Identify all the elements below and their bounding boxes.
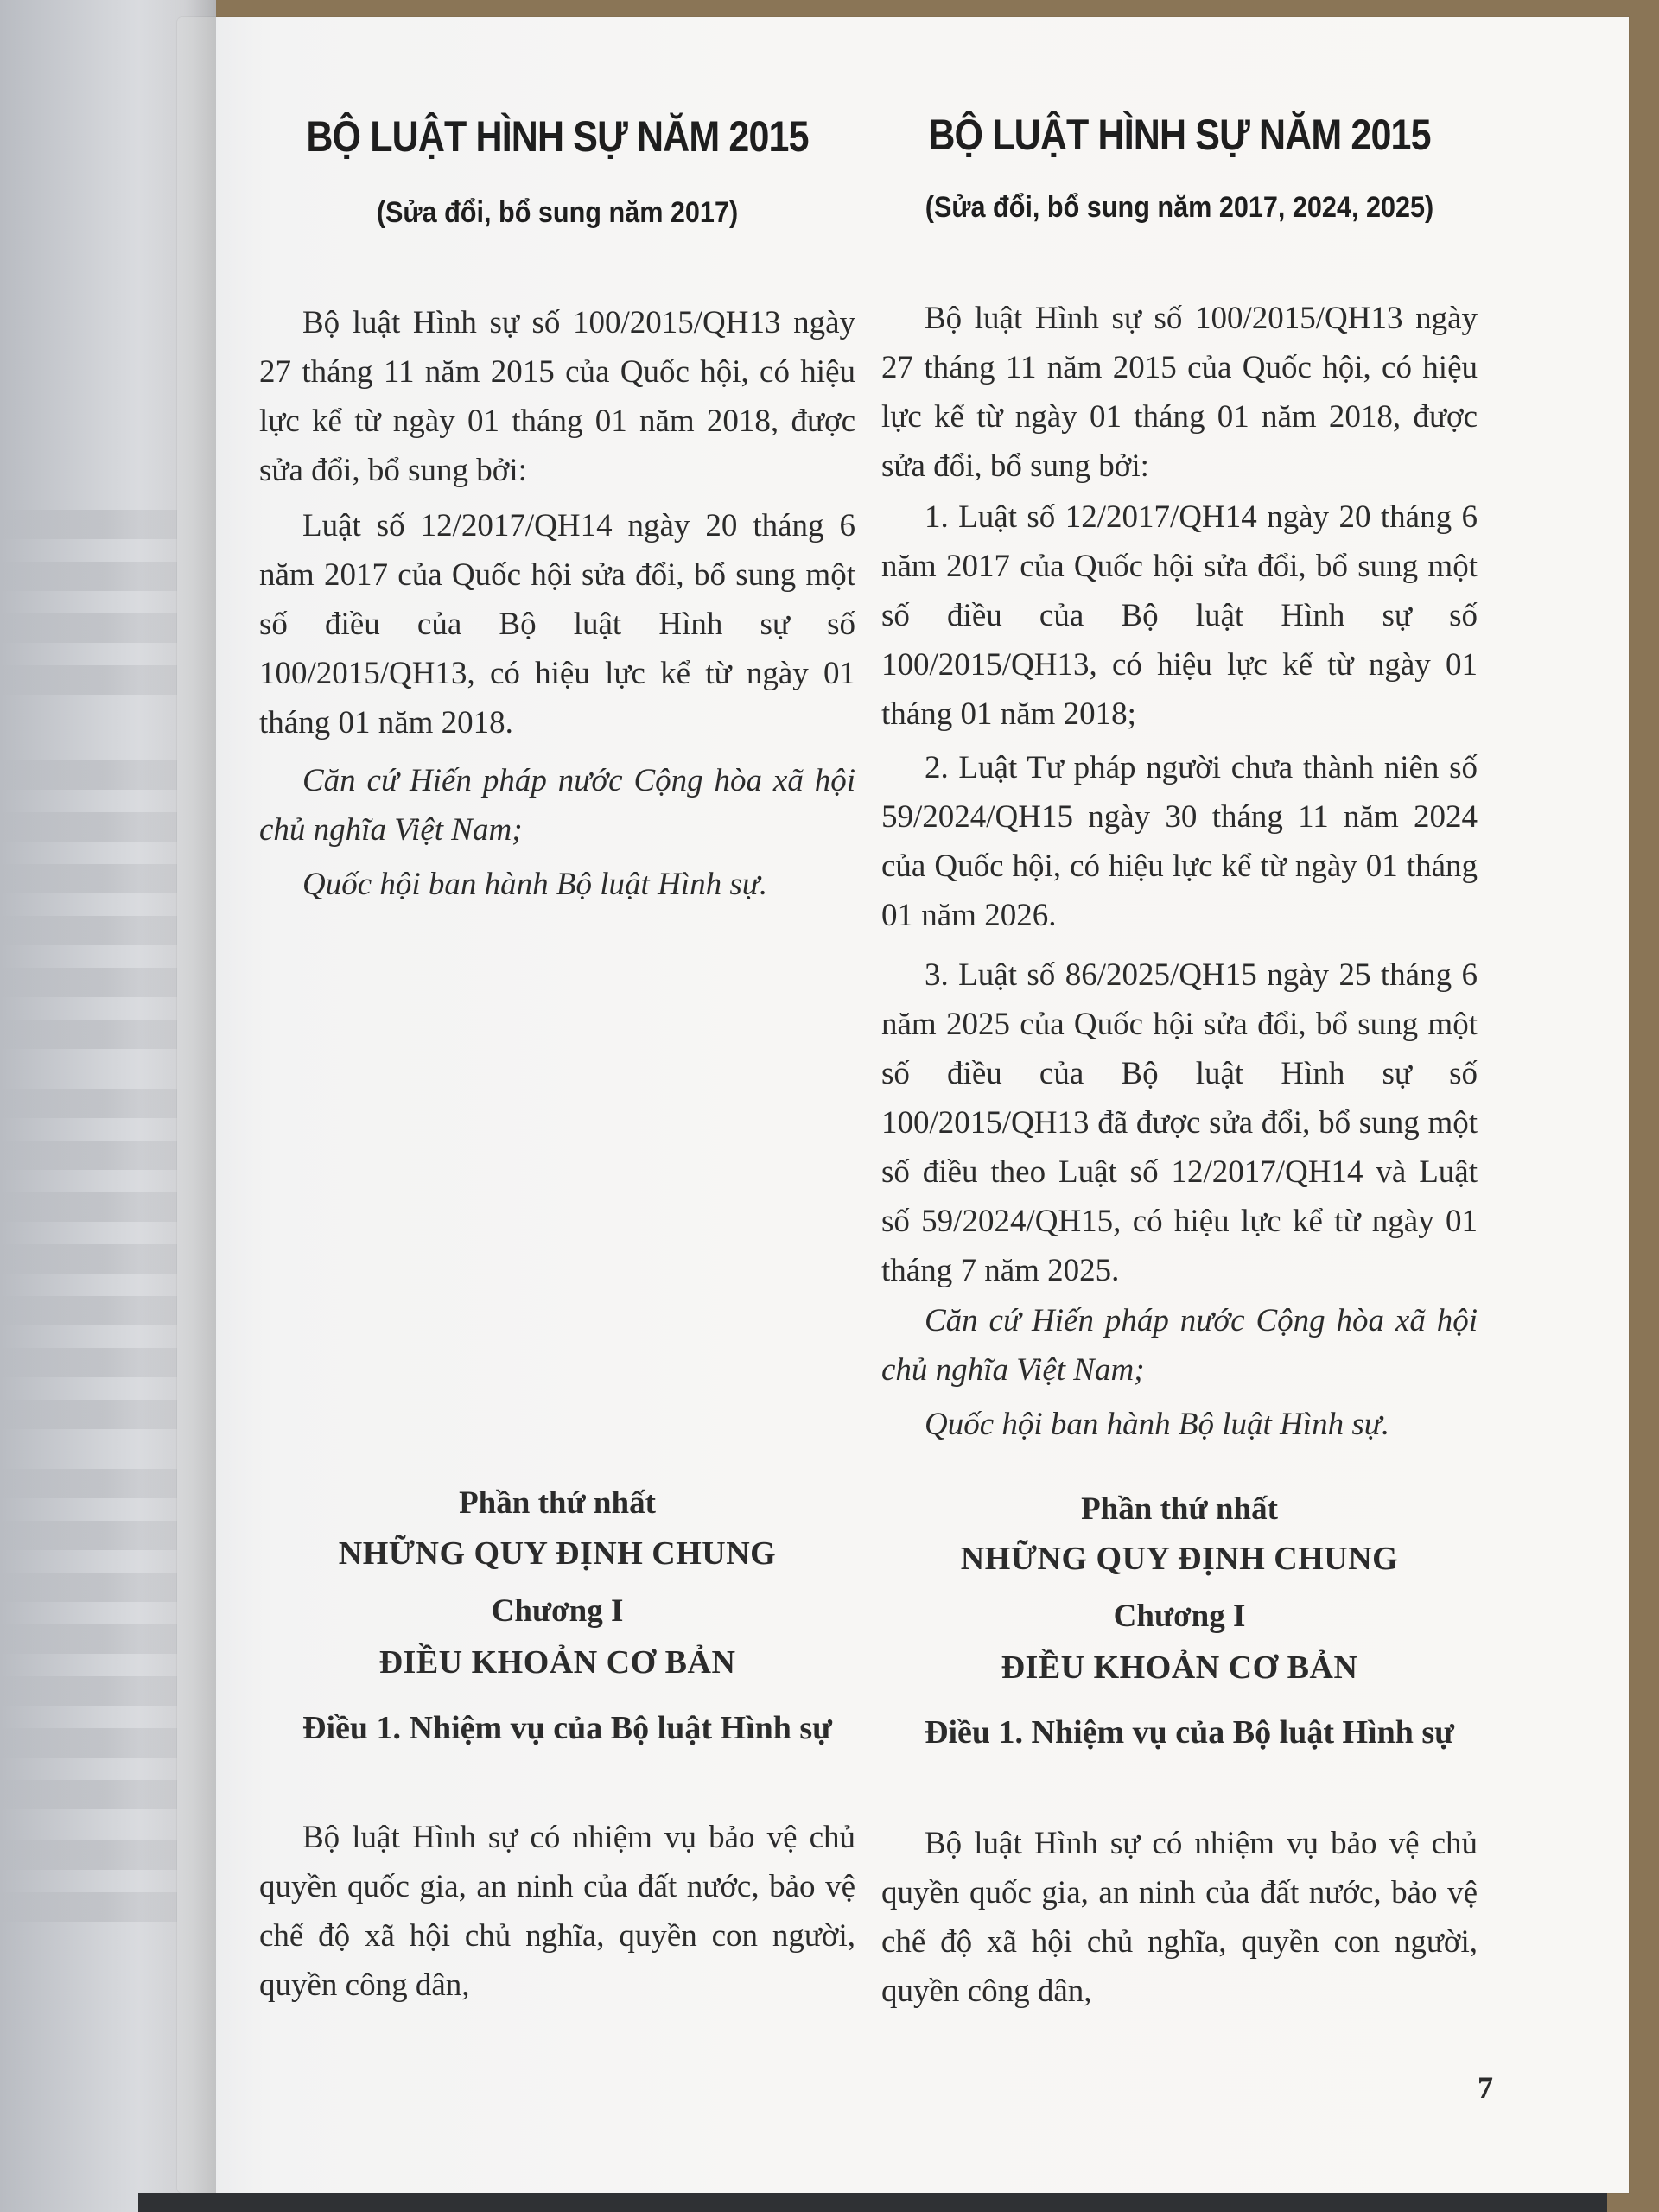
right-title: BỘ LUẬT HÌNH SỰ NĂM 2015 bbox=[928, 111, 1431, 159]
right-subtitle: (Sửa đổi, bổ sung năm 2017, 2024, 2025) bbox=[925, 191, 1434, 224]
left-article-title: Điều 1. Nhiệm vụ của Bộ luật Hình sự bbox=[302, 1710, 832, 1746]
left-chapter: Chương I bbox=[491, 1593, 624, 1629]
left-basis: Căn cứ Hiến pháp nước Cộng hòa xã hội chủ nghĩa Việt Nam; bbox=[259, 763, 855, 848]
right-basis: Căn cứ Hiến pháp nước Cộng hòa xã hội chủ nghĩa Việt Nam; bbox=[881, 1303, 1478, 1388]
left-part: Phần thứ nhất bbox=[459, 1485, 656, 1521]
left-part-title: NHỮNG QUY ĐỊNH CHUNG bbox=[338, 1535, 777, 1572]
right-enact: Quốc hội ban hành Bộ luật Hình sự. bbox=[925, 1407, 1390, 1442]
left-article-text: Bộ luật Hình sự có nhiệm vụ bảo vệ chủ quyền quốc gia, an ninh của đất nước, bảo vệ chế độ xã hội chủ nghĩa, quyền con người, quyền công dân, bbox=[259, 1820, 855, 2003]
right-article-title: Điều 1. Nhiệm vụ của Bộ luật Hình sự bbox=[925, 1714, 1454, 1751]
right-part-title: NHỮNG QUY ĐỊNH CHUNG bbox=[960, 1541, 1399, 1577]
book-cover-edge bbox=[138, 2193, 1607, 2212]
facing-page-drop-cap bbox=[0, 372, 69, 493]
left-intro: Bộ luật Hình sự số 100/2015/QH13 ngày 27 tháng 11 năm 2015 của Quốc hội, có hiệu lực kể từ ngày 01 tháng 01 năm 2018, được sửa đổi, bổ sung bởi: bbox=[259, 305, 855, 488]
right-item-3: 3. Luật số 86/2025/QH15 ngày 25 tháng 6 năm 2025 của Quốc hội sửa đổi, bổ sung một số điều của Bộ luật Hình sự số 100/2015/QH13 đã được sửa đổi, bổ sung một số điều theo Luật số 12/2017/QH14 và Luật số 59/2024/QH15, có hiệu lực kể từ ngày 01 tháng 7 năm 2025. bbox=[881, 957, 1478, 1288]
right-item-2: 2. Luật Tư pháp người chưa thành niên số 59/2024/QH15 ngày 30 tháng 11 năm 2024 của Quốc hội, có hiệu lực kể từ ngày 01 tháng 01 năm 2026. bbox=[881, 750, 1478, 933]
right-part: Phần thứ nhất bbox=[1081, 1491, 1278, 1527]
right-intro: Bộ luật Hình sự số 100/2015/QH13 ngày 27 tháng 11 năm 2015 của Quốc hội, có hiệu lực kể từ ngày 01 tháng 01 năm 2018, được sửa đổi, bổ sung bởi: bbox=[881, 301, 1478, 484]
left-amendment: Luật số 12/2017/QH14 ngày 20 tháng 6 năm 2017 của Quốc hội sửa đổi, bổ sung một số điều của Bộ luật Hình sự số 100/2015/QH13, có hiệu lực kể từ ngày 01 tháng 01 năm 2018. bbox=[259, 508, 855, 741]
spine-shadow bbox=[138, 0, 216, 2212]
left-title: BỘ LUẬT HÌNH SỰ NĂM 2015 bbox=[306, 112, 809, 161]
page-number: 7 bbox=[1478, 2070, 1493, 2105]
right-chapter-title: ĐIỀU KHOẢN CƠ BẢN bbox=[1001, 1649, 1358, 1686]
left-enact: Quốc hội ban hành Bộ luật Hình sự. bbox=[302, 867, 768, 902]
right-article-text: Bộ luật Hình sự có nhiệm vụ bảo vệ chủ quyền quốc gia, an ninh của đất nước, bảo vệ chế độ xã hội chủ nghĩa, quyền con người, quyền công dân, bbox=[881, 1826, 1478, 2009]
right-item-1: 1. Luật số 12/2017/QH14 ngày 20 tháng 6 năm 2017 của Quốc hội sửa đổi, bổ sung một số điều của Bộ luật Hình sự số 100/2015/QH13, có hiệu lực kể từ ngày 01 tháng 01 năm 2018; bbox=[881, 499, 1478, 732]
left-subtitle: (Sửa đổi, bổ sung năm 2017) bbox=[376, 196, 739, 229]
right-chapter: Chương I bbox=[1113, 1599, 1246, 1634]
left-chapter-title: ĐIỀU KHOẢN CƠ BẢN bbox=[378, 1644, 736, 1681]
